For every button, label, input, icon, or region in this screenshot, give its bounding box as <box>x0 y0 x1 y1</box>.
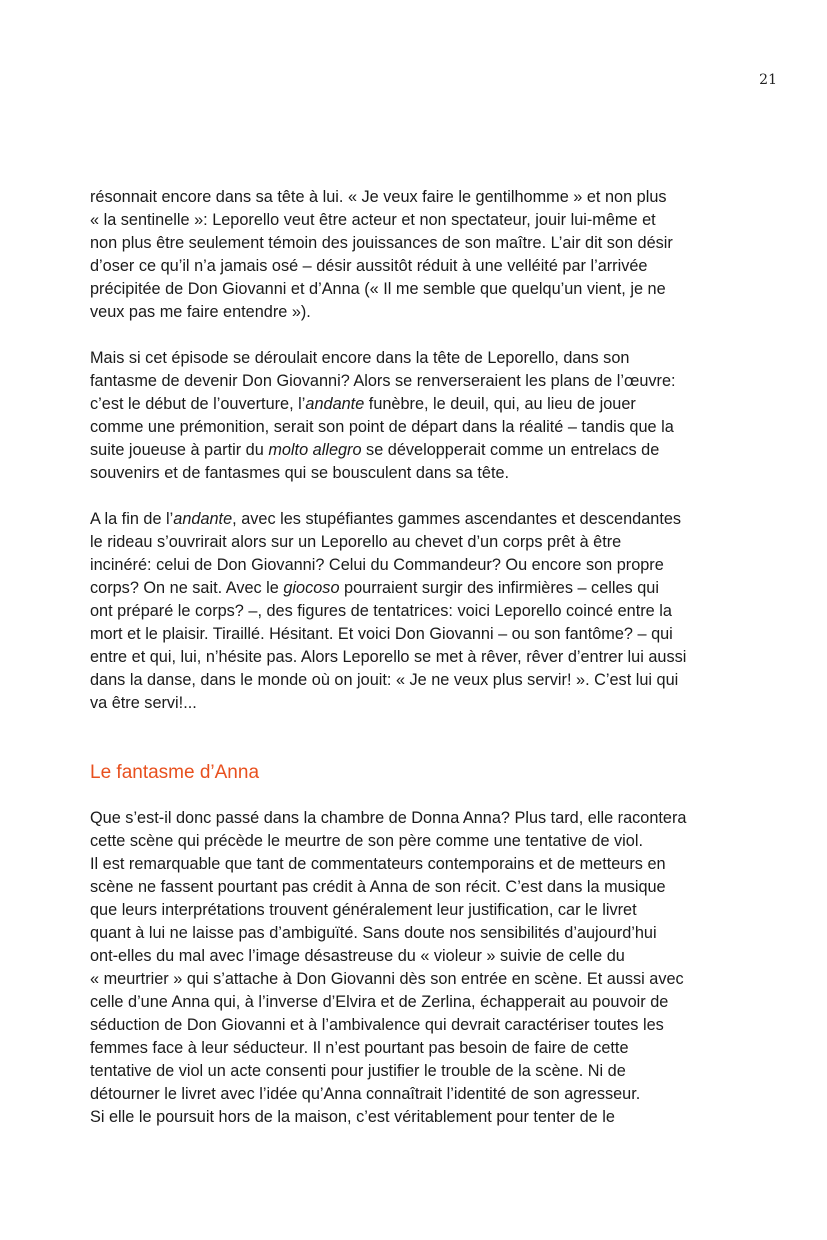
page-number: 21 <box>759 72 777 88</box>
text-line <box>90 462 750 485</box>
text-line <box>90 1037 750 1060</box>
section-heading: Le fantasme d’Anna <box>90 762 260 783</box>
text-line <box>90 186 750 209</box>
text-line <box>90 393 750 416</box>
text-run: funèbre, le deuil, qui, au lieu de jouer <box>364 395 636 413</box>
text-run: non plus être seulement témoin des jouissances de son maître. L’air dit son désir <box>90 234 673 252</box>
text-run: « meurtrier » qui s’attache à Don Giovanni dès son entrée en scène. Et aussi avec <box>90 970 684 988</box>
text-line <box>90 278 750 301</box>
text-run: cette scène qui précède le meurtre de son père comme une tentative de viol. <box>90 832 643 850</box>
text-line <box>90 669 750 692</box>
text-line <box>90 1014 750 1037</box>
text-line <box>90 301 750 324</box>
page-body <box>90 186 750 1129</box>
text-run: quant à lui ne laisse pas d’ambiguïté. Sans doute nos sensibilités d’aujourd’hui <box>90 924 657 942</box>
text-line <box>90 830 750 853</box>
text-run: suite joueuse à partir du <box>90 441 269 459</box>
text-line <box>90 600 750 623</box>
text-line <box>90 1106 750 1129</box>
paragraph <box>90 508 750 715</box>
text-run: celle d’une Anna qui, à l’inverse d’Elvira et de Zerlina, échapperait au pouvoir de <box>90 993 669 1011</box>
text-run: précipitée de Don Giovanni et d’Anna (« Il me semble que quelqu’un vient, je ne <box>90 280 666 298</box>
text-run: séduction de Don Giovanni et à l’ambivalence qui devrait caractériser toutes les <box>90 1016 664 1034</box>
text-line <box>90 623 750 646</box>
text-run: , avec les stupéfiantes gammes ascendantes et descendantes <box>232 510 682 528</box>
text-line <box>90 209 750 232</box>
italic-run: giocoso <box>283 579 340 597</box>
paragraph <box>90 186 750 324</box>
text-run: incinéré: celui de Don Giovanni? Celui du Commandeur? Ou encore son propre <box>90 556 664 574</box>
text-run: A la fin de l’ <box>90 510 174 528</box>
text-run: ont préparé le corps? –, des figures de tentatrices: voici Leporello coincé entre la <box>90 602 672 620</box>
text-run: femmes face à leur séducteur. Il n’est pourtant pas besoin de faire de cette <box>90 1039 629 1057</box>
text-run: comme une prémonition, serait son point de départ dans la réalité – tandis que la <box>90 418 674 436</box>
text-run: dans la danse, dans le monde où on jouit: « Je ne veux plus servir! ». C’est lui qui <box>90 671 679 689</box>
text-line <box>90 347 750 370</box>
text-run: se développerait comme un entrelacs de <box>361 441 660 459</box>
text-run: résonnait encore dans sa tête à lui. « Je veux faire le gentilhomme » et non plus <box>90 188 667 206</box>
text-line <box>90 232 750 255</box>
text-run: c’est le début de l’ouverture, l’ <box>90 395 306 413</box>
italic-run: andante <box>305 395 365 413</box>
text-line <box>90 853 750 876</box>
text-run: va être servi!... <box>90 694 197 712</box>
text-run: fantasme de devenir Don Giovanni? Alors se renverseraient les plans de l’œuvre: <box>90 372 676 390</box>
text-line <box>90 991 750 1014</box>
intro-section <box>90 186 750 715</box>
text-line <box>90 807 750 830</box>
text-line <box>90 876 750 899</box>
text-run: Il est remarquable que tant de commentateurs contemporains et de metteurs en <box>90 855 666 873</box>
italic-run: andante <box>173 510 233 528</box>
text-run: Mais si cet épisode se déroulait encore dans la tête de Leporello, dans son <box>90 349 630 367</box>
text-line <box>90 531 750 554</box>
text-run: que leurs interprétations trouvent généralement leur justification, car le livret <box>90 901 637 919</box>
paragraph <box>90 807 750 1129</box>
text-line <box>90 646 750 669</box>
text-run: Si elle le poursuit hors de la maison, c’est véritablement pour tenter de le <box>90 1108 615 1126</box>
text-run: Que s’est-il donc passé dans la chambre de Donna Anna? Plus tard, elle racontera <box>90 809 687 827</box>
text-line <box>90 255 750 278</box>
text-run: souvenirs et de fantasmes qui se bousculent dans sa tête. <box>90 464 510 482</box>
text-line <box>90 1083 750 1106</box>
text-line <box>90 439 750 462</box>
text-run: entre et qui, lui, n’hésite pas. Alors Leporello se met à rêver, rêver d’entrer lui aussi <box>90 648 687 666</box>
text-line <box>90 922 750 945</box>
text-line <box>90 968 750 991</box>
text-run: ont-elles du mal avec l’image désastreuse du « violeur » suivie de celle du <box>90 947 625 965</box>
text-run: d’oser ce qu’il n’a jamais osé – désir aussitôt réduit à une velléité par l’arrivée <box>90 257 648 275</box>
text-run: « la sentinelle »: Leporello veut être acteur et non spectateur, jouir lui-même et <box>90 211 656 229</box>
paragraph <box>90 347 750 485</box>
text-line <box>90 1060 750 1083</box>
section-body <box>90 807 750 1129</box>
text-line <box>90 508 750 531</box>
text-run: veux pas me faire entendre »). <box>90 303 311 321</box>
text-run: pourraient surgir des infirmières – celles qui <box>339 579 659 597</box>
text-line <box>90 577 750 600</box>
text-run: le rideau s’ouvrirait alors sur un Leporello au chevet d’un corps prêt à être <box>90 533 622 551</box>
text-run: scène ne fassent pourtant pas crédit à Anna de son récit. C’est dans la musique <box>90 878 666 896</box>
text-line <box>90 692 750 715</box>
text-line <box>90 370 750 393</box>
text-line <box>90 945 750 968</box>
text-line <box>90 416 750 439</box>
text-run: mort et le plaisir. Tiraillé. Hésitant. Et voici Don Giovanni – ou son fantôme? – qui <box>90 625 673 643</box>
italic-run: molto allegro <box>268 441 362 459</box>
text-run: tentative de viol un acte consenti pour justifier le trouble de la scène. Ni de <box>90 1062 626 1080</box>
text-run: corps? On ne sait. Avec le <box>90 579 284 597</box>
text-run: détourner le livret avec l’idée qu’Anna connaîtrait l’identité de son agresseur. <box>90 1085 641 1103</box>
text-line <box>90 554 750 577</box>
text-line <box>90 899 750 922</box>
